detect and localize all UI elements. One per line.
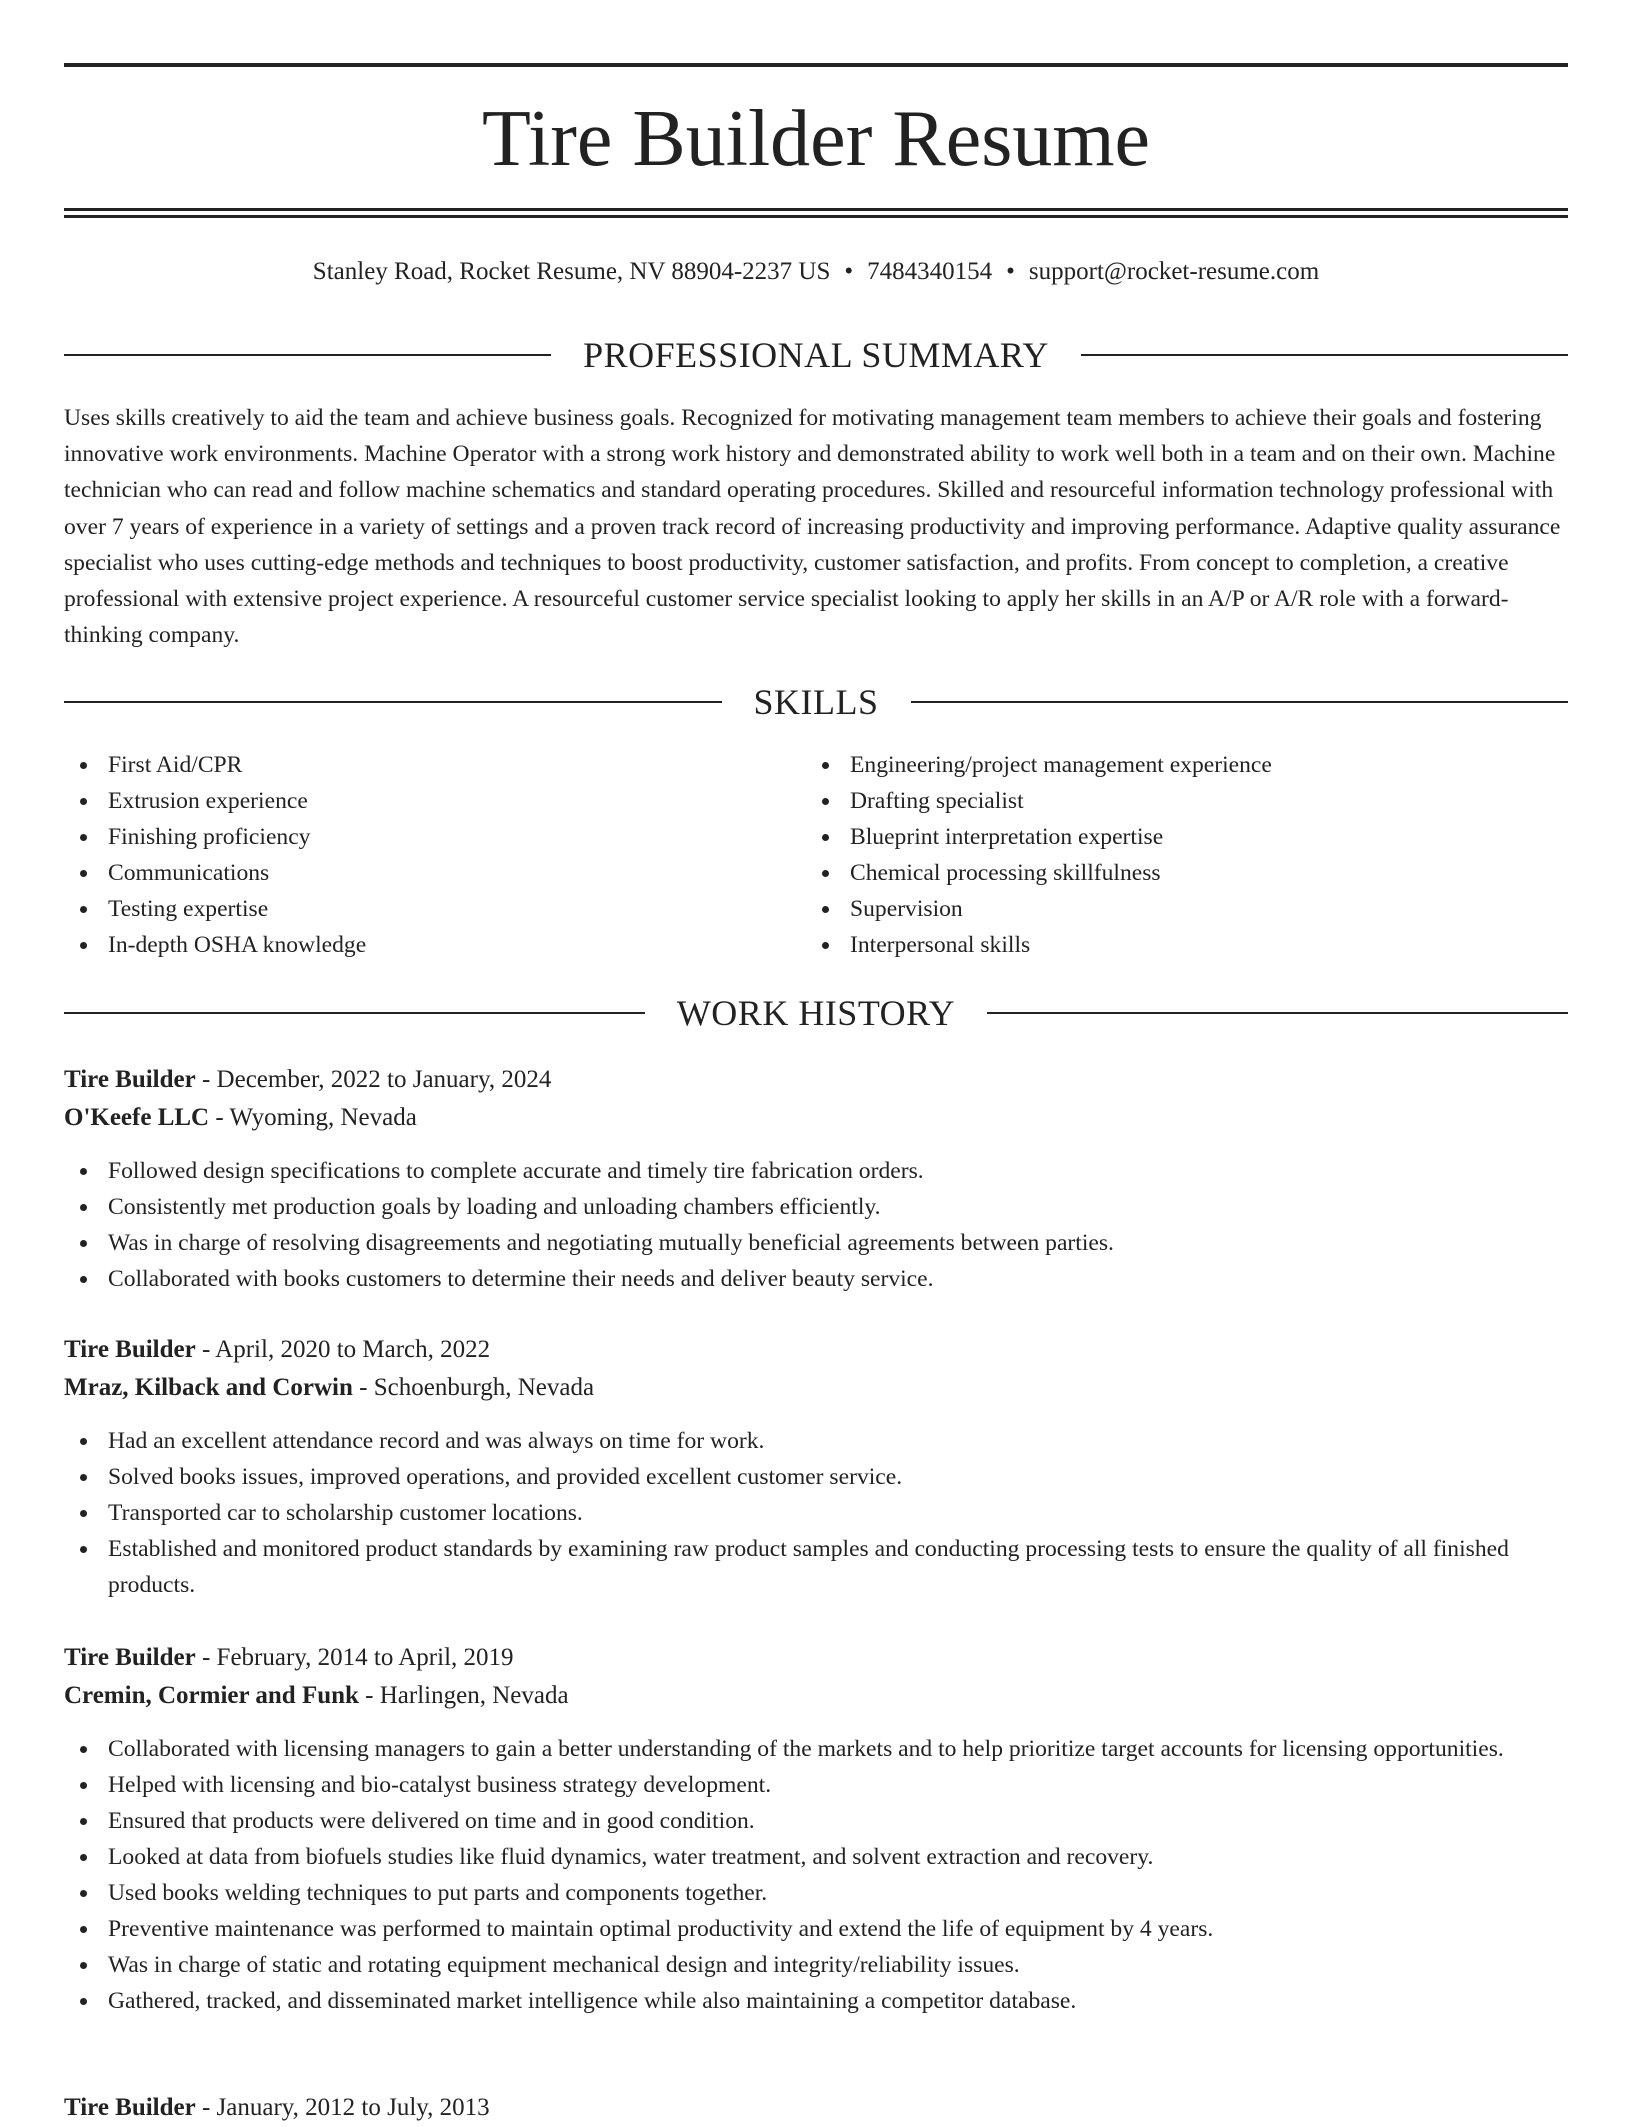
skill-item: Engineering/project management experience — [806, 747, 1506, 783]
job-bullet: Transported car to scholarship customer locations. — [64, 1495, 1568, 1531]
job-bullet: Gathered, tracked, and disseminated market intelligence while also maintaining a competitor database. — [64, 1983, 1568, 2019]
job-entry — [64, 1061, 1568, 1297]
job-company-line — [64, 1369, 1568, 1407]
skill-item: Drafting specialist — [806, 783, 1506, 819]
skills-heading-label: SKILLS — [753, 682, 879, 722]
job-title: Tire Builder — [64, 2094, 196, 2121]
job-title-line — [64, 1331, 1568, 1369]
job-dates: - April, 2020 to March, 2022 — [195, 1336, 491, 1363]
job-bullet: Preventive maintenance was performed to maintain optimal productivity and extend the life of equipment by 4 years. — [64, 1911, 1568, 1947]
job-bullet: Ensured that products were delivered on time and in good condition. — [64, 1803, 1568, 1839]
skills-list-left — [64, 747, 764, 963]
contact-phone: 7484340154 — [867, 258, 993, 285]
heading-rule-left — [64, 701, 722, 703]
contact-separator: • — [844, 258, 854, 285]
skill-item: Extrusion experience — [64, 783, 764, 819]
job-bullet: Looked at data from biofuels studies like fluid dynamics, water treatment, and solvent extraction and recovery. — [64, 1839, 1568, 1875]
heading-rule-right — [1081, 354, 1568, 356]
contact-separator: • — [1006, 258, 1015, 285]
skills-list-right — [806, 747, 1506, 963]
contact-email: support@rocket-resume.com — [1028, 258, 1320, 285]
skill-item: Blueprint interpretation expertise — [806, 819, 1506, 855]
heading-rule-right — [987, 1012, 1568, 1014]
page-title: Tire Builder Resume — [481, 95, 1151, 183]
skill-item: Testing expertise — [64, 891, 764, 927]
job-company: O'Keefe LLC — [64, 1104, 210, 1131]
job-bullet: Collaborated with books customers to determine their needs and deliver beauty service. — [64, 1261, 1568, 1297]
job-entry — [64, 2089, 1568, 2127]
skill-item: Communications — [64, 855, 764, 891]
job-bullets — [64, 1423, 1568, 1603]
skill-item: In-depth OSHA knowledge — [64, 927, 764, 963]
job-bullet: Helped with licensing and bio-catalyst business strategy development. — [64, 1767, 1568, 1803]
job-bullet: Used books welding techniques to put parts and components together. — [64, 1875, 1568, 1911]
job-location: - Schoenburgh, Nevada — [352, 1374, 595, 1401]
job-title-line — [64, 1061, 1568, 1099]
job-bullet: Was in charge of static and rotating equipment mechanical design and integrity/reliability issues. — [64, 1947, 1568, 1983]
job-bullet: Had an excellent attendance record and was always on time for work. — [64, 1423, 1568, 1459]
contact-line — [64, 252, 1568, 292]
job-title-line — [64, 2089, 1568, 2127]
job-location: - Wyoming, Nevada — [209, 1104, 417, 1131]
heading-rule-right — [911, 701, 1569, 703]
job-title: Tire Builder — [64, 1066, 196, 1093]
job-dates: - February, 2014 to April, 2019 — [195, 1644, 514, 1671]
job-entry — [64, 1639, 1568, 2019]
job-company-line — [64, 1099, 1568, 1137]
job-title: Tire Builder — [64, 1644, 196, 1671]
skill-item: Interpersonal skills — [806, 927, 1506, 963]
job-company-line — [64, 1677, 1568, 1715]
job-title: Tire Builder — [64, 1336, 196, 1363]
job-dates: - December, 2022 to January, 2024 — [195, 1066, 552, 1093]
job-bullet: Solved books issues, improved operations, and provided excellent customer service. — [64, 1459, 1568, 1495]
summary-heading-label: PROFESSIONAL SUMMARY — [583, 335, 1049, 375]
job-bullet: Was in charge of resolving disagreements and negotiating mutually beneficial agreements between parties. — [64, 1225, 1568, 1261]
job-bullet: Consistently met production goals by loading and unloading chambers efficiently. — [64, 1189, 1568, 1225]
job-bullet: Followed design specifications to complete accurate and timely tire fabrication orders. — [64, 1153, 1568, 1189]
skill-item: Supervision — [806, 891, 1506, 927]
job-dates: - January, 2012 to July, 2013 — [195, 2094, 490, 2121]
job-location: - Harlingen, Nevada — [358, 1682, 569, 1709]
top-rule — [64, 63, 1568, 67]
work-heading-label: WORK HISTORY — [676, 993, 956, 1033]
skill-item: Finishing proficiency — [64, 819, 764, 855]
job-bullets — [64, 1731, 1568, 2019]
heading-rule-left — [64, 1012, 645, 1014]
skills-heading — [64, 680, 1568, 724]
job-entry — [64, 1331, 1568, 1603]
job-company: Mraz, Kilback and Corwin — [64, 1374, 353, 1401]
contact-address: Stanley Road, Rocket Resume, NV 88904-2237 US — [312, 258, 831, 285]
job-title-line — [64, 1639, 1568, 1677]
skill-item: First Aid/CPR — [64, 747, 764, 783]
job-company: Cremin, Cormier and Funk — [64, 1682, 359, 1709]
job-bullets — [64, 1153, 1568, 1297]
work-heading — [64, 991, 1568, 1035]
job-bullet: Established and monitored product standards by examining raw product samples and conducting processing tests to ensure the quality of all finished products. — [64, 1531, 1568, 1603]
skill-item: Chemical processing skillfulness — [806, 855, 1506, 891]
summary-heading — [64, 333, 1568, 377]
heading-rule-left — [64, 354, 551, 356]
summary-text: Uses skills creatively to aid the team and achieve business goals. Recognized for motivating management team members to achieve their goals and fostering innovative work environments. Machine Operator with a strong work history and demonstrated ability to work well both in a team and on their own. Machine technician who can read and follow machine schematics and standard operating procedures. Skilled and resourceful information technology professional with over 7 years of experience in a variety of settings and a proven track record of increasing productivity and improving performance. Adaptive quality assurance specialist who uses cutting-edge methods and techniques to boost productivity, customer satisfaction, and profits. From concept to completion, a creative professional with extensive project experience. A resourceful customer service specialist looking to apply her skills in an A/P or A/R role with a forward-thinking company. — [64, 405, 1561, 649]
title-double-rule — [64, 208, 1568, 218]
job-bullet: Collaborated with licensing managers to gain a better understanding of the markets and to help prioritize target accounts for licensing opportunities. — [64, 1731, 1568, 1767]
